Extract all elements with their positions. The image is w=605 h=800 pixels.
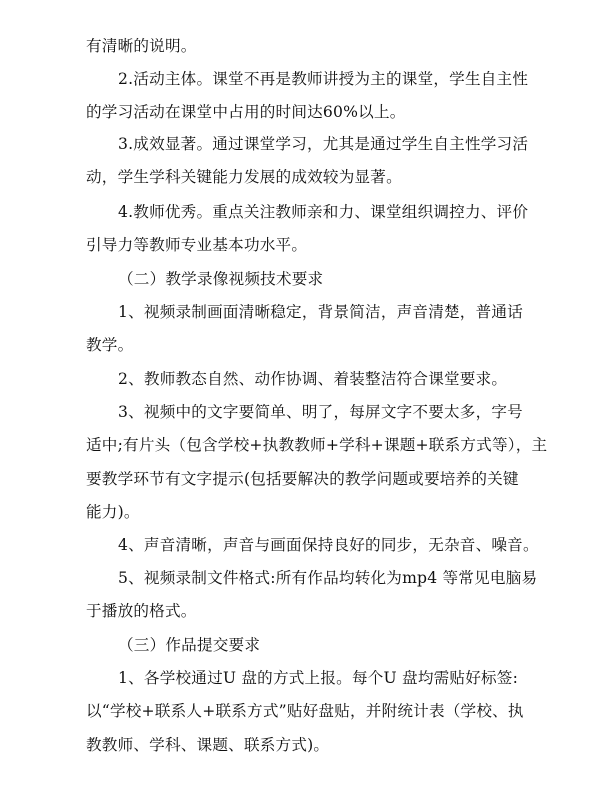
text-line: 2.活动主体。课堂不再是教师讲授为主的课堂，学生自主性 bbox=[118, 70, 529, 88]
text-line: 3、视频中的文字要简单、明了，每屏文字不要太多，字号 bbox=[118, 403, 523, 421]
text-line: 的学习活动在课堂中占用的时间达60%以上。 bbox=[86, 103, 406, 121]
text-line: 3.成效显著。通过课堂学习，尤其是通过学生自主性学习活 bbox=[118, 135, 529, 153]
text-line: 有清晰的说明。 bbox=[86, 37, 197, 55]
text-line: 要教学环节有文字提示(包括要解决的教学问题或要培养的关键 bbox=[86, 470, 519, 488]
section-heading: （二）教学录像视频技术要求 bbox=[118, 270, 324, 288]
text-line: 动，学生学科关键能力发展的成效较为显著。 bbox=[86, 168, 402, 186]
text-line: 引导力等教师专业基本功水平。 bbox=[86, 236, 308, 254]
text-line: 4、声音清晰，声音与画面保持良好的同步，无杂音、噪音。 bbox=[118, 536, 539, 554]
text-line: 能力)。 bbox=[86, 503, 140, 521]
text-line: 教学。 bbox=[86, 336, 134, 354]
text-line: 于播放的格式。 bbox=[86, 602, 197, 620]
text-line: 1、各学校通过U 盘的方式上报。每个U 盘均需贴好标签: bbox=[118, 669, 519, 687]
text-line: 适中;有片头（包含学校+执教教师+学科+课题+联系方式等），主 bbox=[86, 436, 548, 454]
text-line: 1、视频录制画面清晰稳定，背景简洁，声音清楚，普通话 bbox=[118, 303, 523, 321]
text-line: 5、视频录制文件格式:所有作品均转化为mp4 等常见电脑易 bbox=[118, 569, 538, 587]
text-line: 2、教师教态自然、动作协调、着装整洁符合课堂要求。 bbox=[118, 370, 508, 388]
section-heading: （三）作品提交要求 bbox=[118, 636, 261, 654]
text-line: 4.教师优秀。重点关注教师亲和力、课堂组织调控力、评价 bbox=[118, 203, 529, 221]
text-line: 以“学校+联系人+联系方式”贴好盘贴，并附统计表（学校、执 bbox=[86, 702, 524, 720]
text-line: 教教师、学科、课题、联系方式)。 bbox=[86, 736, 330, 754]
